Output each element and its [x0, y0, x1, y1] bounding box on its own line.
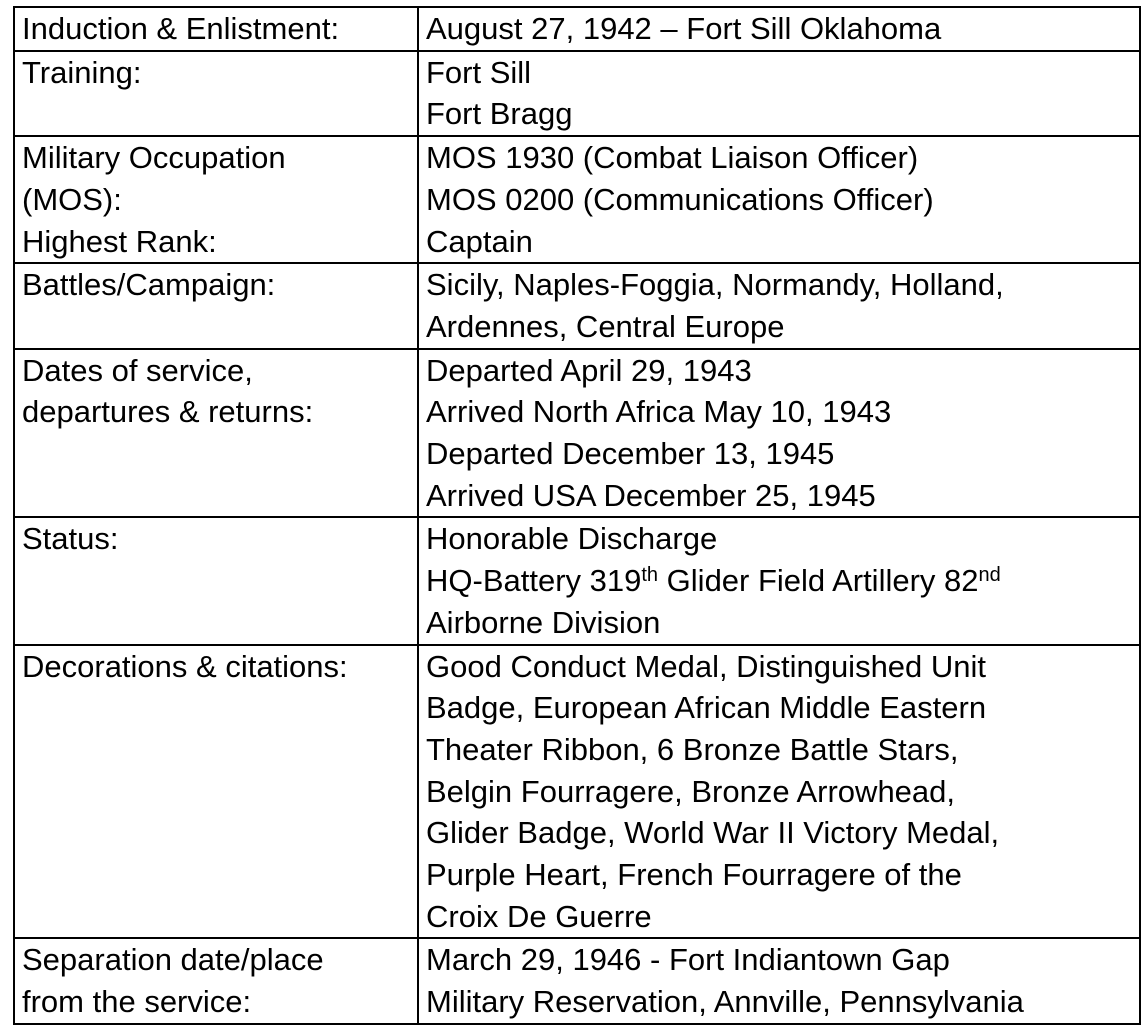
value-cell-battles: Sicily, Naples-Foggia, Normandy, Holland, Ardennes, Central Europe — [418, 263, 1140, 348]
label-cell-induction: Induction & Enlistment: — [14, 7, 418, 51]
unit-line: HQ-Battery 319th Glider Field Artillery 82nd — [426, 563, 1001, 599]
table-row — [14, 136, 1140, 263]
table-row — [14, 645, 1140, 939]
label-cell-battles: Battles/Campaign: — [14, 263, 418, 348]
label-cell-decorations: Decorations & citations: — [14, 645, 418, 939]
table-row — [14, 517, 1140, 644]
value-cell-decorations: Good Conduct Medal, Distinguished Unit Badge, European African Middle Eastern Theater Ribbon, 6 Bronze Battle Stars, Belgin Fourragere, Bronze Arrowhead, Glider Badge, World War II Victory Medal, Purple Heart, French Fourragere of the Croix De Guerre — [418, 645, 1140, 939]
value-cell-training: Fort Sill Fort Bragg — [418, 51, 1140, 136]
table-row — [14, 938, 1140, 1023]
value-cell-induction: August 27, 1942 – Fort Sill Oklahoma — [418, 7, 1140, 51]
label-cell-dates: Dates of service, departures & returns: — [14, 349, 418, 518]
table-row — [14, 263, 1140, 348]
value-cell-mos: MOS 1930 (Combat Liaison Officer) MOS 0200 (Communications Officer) Captain — [418, 136, 1140, 263]
table-row — [14, 349, 1140, 518]
service-record-table — [13, 6, 1141, 1025]
value-cell-status: Honorable Discharge HQ-Battery 319th Glider Field Artillery 82nd Airborne Division — [418, 517, 1140, 644]
label-cell-mos: Military Occupation (MOS): Highest Rank: — [14, 136, 418, 263]
ordinal-suffix: nd — [978, 564, 1001, 587]
label-cell-training: Training: — [14, 51, 418, 136]
table-row — [14, 51, 1140, 136]
label-cell-status: Status: — [14, 517, 418, 644]
value-cell-separation: March 29, 1946 - Fort Indiantown Gap Military Reservation, Annville, Pennsylvania — [418, 938, 1140, 1023]
value-cell-dates: Departed April 29, 1943 Arrived North Africa May 10, 1943 Departed December 13, 1945 Arrived USA December 25, 1945 — [418, 349, 1140, 518]
ordinal-suffix: th — [641, 564, 659, 587]
table-row — [14, 7, 1140, 51]
label-cell-separation: Separation date/place from the service: — [14, 938, 418, 1023]
